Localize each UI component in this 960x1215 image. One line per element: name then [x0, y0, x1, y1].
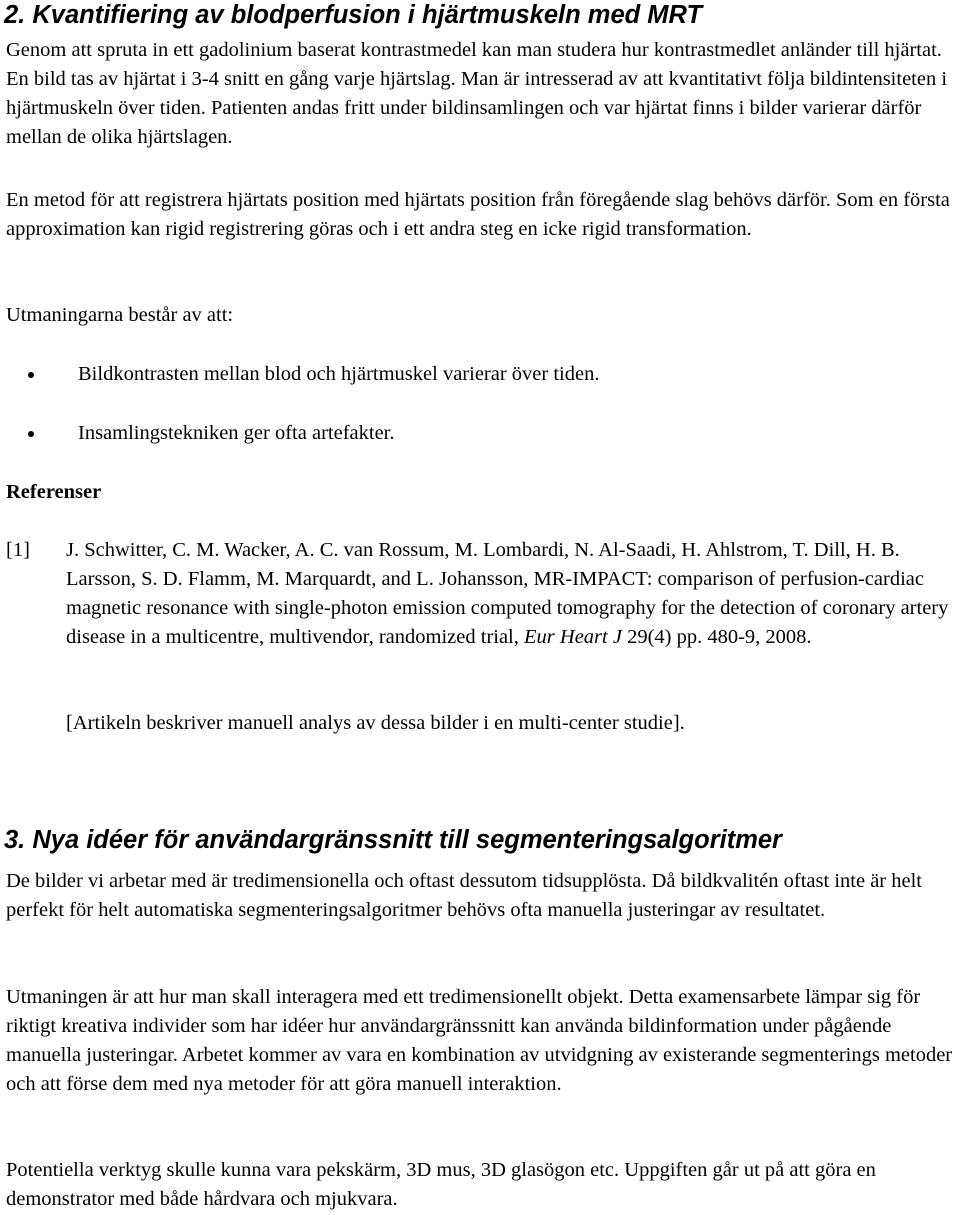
- reference-number: [1]: [6, 539, 30, 561]
- section-2-paragraph-1: Genom att spruta in ett gadolinium baserat kontrastmedel kan man studera hur kontrastmedlet anländer till hjärtat. En bild tas av hjärtat i 3-4 snitt en gång varje hjärtslag. Man är intresserad av att kvantitativt följa bildintensiteten i hjärtmuskeln över tiden. Patienten andas fritt under bildinsamlingen och var hjärtat finns i bilder varierar därför mellan de olika hjärtslagen.: [6, 39, 948, 148]
- section-3-paragraph-2: Utmaningen är att hur man skall interagera med ett tredimensionellt objekt. Detta examensarbete lämpar sig för riktigt kreativa individer som har idéer hur användargränssnitt kan använda bildinformation under pågående manuella justeringar. Arbetet kommer av vara en kombination av utvidgning av existerande segmenterings metoder och att förse dem med nya metoder för att göra manuell interaktion.: [6, 986, 953, 1095]
- bullet-icon: [28, 372, 34, 378]
- section-3-paragraph-1: De bilder vi arbetar med är tredimensionella och oftast dessutom tidsupplösta. Då bildkvalitén oftast inte är helt perfekt för helt automatiska segmenteringsalgoritmer behövs ofta manuella justeringar av resultatet.: [6, 870, 922, 921]
- reference-text: J. Schwitter, C. M. Wacker, A. C. van Rossum, M. Lombardi, N. Al-Saadi, H. Ahlstrom, T. Dill, H. B. Larsson, S. D. Flamm, M. Marquardt, and L. Johansson, MR-IMPACT: comparison of perfusion-cardiac magnetic resonance with single-photon emission computed tomography for the detection of coronary artery disease in a multicentre, multivendor, randomized trial: [66, 539, 949, 648]
- challenges-intro: Utmaningarna består av att:: [6, 304, 234, 326]
- reference-entry: [6, 536, 960, 652]
- reference-separator: ,: [513, 626, 525, 648]
- challenges-list: [6, 360, 599, 478]
- list-item: [6, 419, 599, 478]
- reference-journal: Eur Heart J: [524, 626, 622, 648]
- section-3-heading: 3. Nya idéer för användargränssnitt till segmenteringsalgoritmer: [4, 826, 782, 854]
- section-2-heading: 2. Kvantifiering av blodperfusion i hjärtmuskeln med MRT: [4, 1, 703, 29]
- section-3-paragraph-3: Potentiella verktyg skulle kunna vara pekskärm, 3D mus, 3D glasögon etc. Uppgiften går ut på att göra en demonstrator med både hårdvara och mjukvara.: [6, 1159, 876, 1210]
- list-item-text: Bildkontrasten mellan blod och hjärtmuskel varierar över tiden.: [78, 363, 600, 385]
- reference-citation: [66, 536, 960, 652]
- section-2-paragraph-2: En metod för att registrera hjärtats position med hjärtats position från föregående slag behövs därför. Som en första approximation kan rigid registrering göras och i ett andra steg en icke rigid transformation.: [6, 189, 950, 240]
- reference-note: [Artikeln beskriver manuell analys av dessa bilder i en multi-center studie].: [66, 712, 685, 734]
- list-item: [6, 360, 599, 419]
- list-item-text: Insamlingstekniken ger ofta artefakter.: [78, 422, 395, 444]
- reference-volume: 29(4) pp. 480-9, 2008.: [621, 626, 812, 648]
- bullet-icon: [28, 431, 34, 437]
- references-heading: Referenser: [6, 481, 102, 503]
